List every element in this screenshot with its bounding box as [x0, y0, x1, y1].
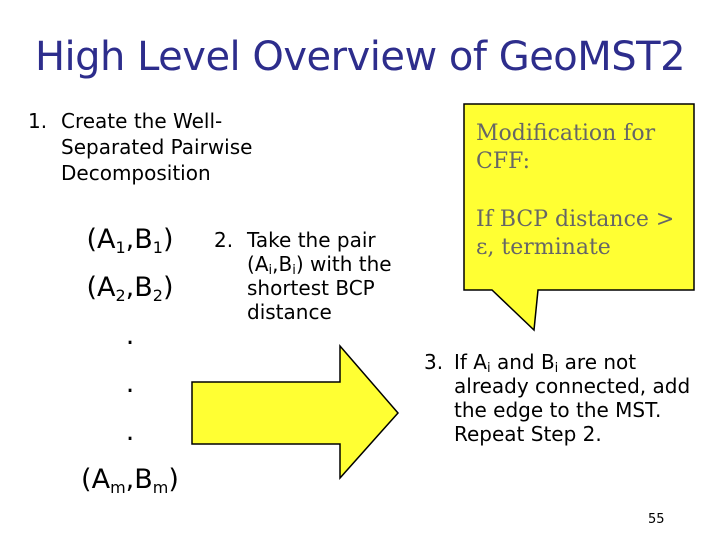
right-arrow-icon — [192, 346, 398, 478]
callout-condition: If BCP distance > ε, terminate — [476, 207, 675, 260]
callout-heading: Modification for CFF: — [476, 121, 656, 174]
step-1-number: 1. — [28, 109, 48, 133]
step-3-number: 3. — [424, 350, 444, 374]
ellipsis-dot: . — [125, 368, 135, 399]
ellipsis-dot: . — [125, 320, 135, 351]
slide-title: High Level Overview of GeoMST2 — [34, 34, 686, 80]
page-number: 55 — [648, 512, 665, 527]
step-2-text: Take the pair $(A_i,B_i)$ with the shortest BCP distance — [247, 228, 392, 324]
pair-m: $(A_m,B_m)$ — [81, 464, 179, 497]
pair-2: $(A_2,B_2)$ — [86, 272, 174, 305]
ellipsis-dot: . — [125, 416, 135, 447]
step-1-text: Create the Well-Separated Pairwise Decomposition — [61, 109, 253, 185]
step-3-text: If $A_i$ and $B_i$ are not already connected, add the edge to the MST. Repeat Step 2. — [454, 350, 691, 446]
pair-list — [70, 216, 190, 504]
step-2-number: 2. — [214, 228, 234, 252]
pair-1: $(A_1,B_1)$ — [86, 224, 174, 257]
